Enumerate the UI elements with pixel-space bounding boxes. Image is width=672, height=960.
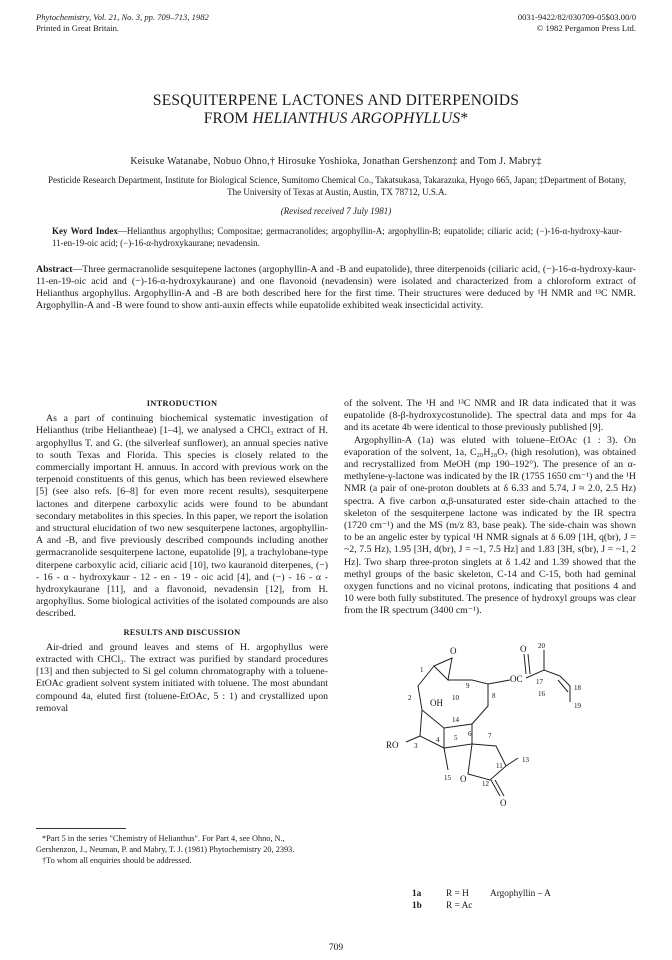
title-footnote-mark: *	[460, 110, 469, 127]
atom-label: 6	[468, 730, 472, 738]
intro-paragraph: As a part of continuing biochemical systematic investigation of Helianthus (tribe Heliantheae) [1–4], we analysed a CHCl₃ extract of H. argophyllus T. and G. (the silverleaf sunflower), an annual species native to south Texas and Florida. This species is closely related to the commercially important H. annuus. In accord with previous work on the terpenoid constituents of this genus, which has been reviewed elsewhere [5] (see also refs. [6–8] for even more recent results), sesquiterpene lactones and diterpene carboxylic acids were found to be abundant secondary metabolites in this species. In this paper, we report the isolation and structural elucidation of two new sesquiterpene lactones, argophyllin-A and -B, and five previously described compounds including another germacranolide sesquiterpene lactone, eupatolide [9], a trachylobane-type diterpene carboxylic acid, ciliaric acid [10], two kauranoid diterpenes, (−) - 16 - α - hydroxykaur - 12 - en - 19 - oic acid [4], and (−) - 16 - α - hydroxykaurane [11], and a flavonoid, nevadensin [12], from H. argophyllus. Some biological activities of the isolated compounds are also described.	[36, 413, 328, 620]
atom-label: O	[460, 774, 467, 784]
atom-label: O	[450, 646, 457, 656]
atom-label: 12	[482, 780, 489, 788]
structure-drawing	[348, 640, 638, 876]
atom-label: 16	[538, 690, 545, 698]
atom-label: 4	[436, 736, 440, 744]
article-code: 0031-9422/82/030709-05$03.00/0	[517, 12, 636, 22]
atom-label: OH	[430, 698, 443, 708]
affiliation: Pesticide Research Department, Institute for Biological Science, Sumitomo Chemical Co., Takatsukasa, Takarazuka, Hyogo 665, Japan; ‡Department of Botany, The University of Texas at Austin, Austin, TX 78712, U.S.A.	[48, 175, 626, 197]
revised-date: (Revised received 7 July 1981)	[280, 206, 392, 216]
footnote-star: *Part 5 in the series "Chemistry of Helianthus". For Part 4, see Ohno, N., Gershenzon, J., Neuman, P. and Mabry, T. J. (1981) Phytochemistry 20, 2393.	[36, 834, 295, 854]
atom-label: O	[520, 644, 527, 654]
copyright: © 1982 Pergamon Press Ltd.	[536, 23, 636, 33]
compound-name: Argophyllin – A	[490, 889, 551, 899]
results-paragraph-2: Argophyllin-A (1a) was eluted with toluene–EtOAc (1 : 3). On evaporation of the solvent, 1a, C₂₀H₂₈O₇ (high resolution), was obtained and recrystallized from MeOH (mp 190–192°). The presence of an α-methylene-γ-lactone was indicated by the IR (1755 1650 cm⁻¹) and the ¹H NMR (a pair of one-proton doublets at δ 6.33 and 5.74, J ≈ 2.0, 2.5 Hz) spectra. A five carbon α,β-unsaturated ester side-chain attached to the skeleton of the sesquiterpene lactone was indicated by the IR spectra (1720 cm⁻¹) and the MS (m/z 83, base peak). The side-chain was shown to be an angelic ester by typical ¹H NMR signals at δ 6.09 [1H, q(br), J = ~2, 7.5 Hz), 1.95 [3H, d(br), J = ~1, 7.5 Hz] and 1.83 [3H, s(br), J = ~1, 2 Hz]. Two sharp three-proton singlets at δ 1.42 and 1.39 showed that the methyl groups of the basic skeleton, C-14 and C-15, both had geminal oxygen functions and no vicinal protons, indicating that positions 4 and 10 were both fully substituted. The presence of hydroxyl groups was clear from the IR spectrum (3400 cm⁻¹).	[344, 434, 636, 617]
journal-citation: Phytochemistry, Vol. 21, No. 3, pp. 709–713, 1982	[36, 12, 209, 22]
title-line-1: SESQUITERPENE LACTONES AND DITERPENOIDS	[152, 92, 520, 109]
journal-header	[36, 12, 209, 34]
results-heading: RESULTS AND DISCUSSION	[123, 627, 241, 637]
compound-1a	[412, 888, 551, 900]
printed-in: Printed in Great Britain.	[36, 23, 120, 33]
key-word-index	[52, 225, 622, 249]
compound-r: R = H	[446, 889, 469, 899]
key-word-text: —Helianthus argophyllus; Compositae; germacranolides; argophyllin-A; argophyllin-B; eupatolide; ciliaric acid; (−)-16-α-hydroxy-kaur-11-en-19-oic acid; (−)-16-α-hydroxykaurane; nevadensin.	[52, 226, 622, 248]
atom-label: 1	[420, 666, 424, 674]
compound-legend	[412, 888, 551, 912]
footnote-divider	[36, 828, 126, 829]
atom-label: 7	[488, 732, 492, 740]
left-column	[36, 398, 328, 715]
atom-label: OC	[510, 674, 523, 684]
atom-label: 3	[414, 742, 418, 750]
abstract	[36, 264, 636, 312]
atom-label: RO	[386, 740, 399, 750]
atom-label: 17	[536, 678, 543, 686]
key-word-label: Key Word Index	[52, 226, 118, 236]
atom-label: 10	[452, 694, 459, 702]
results-paragraph-1-cont: of the solvent. The ¹H and ¹³C NMR and IR data indicated that it was eupatolide (8-β-hydroxycostunolide). The spectral data and mps for 4a and its acetate 4b were identical to those previously published [9].	[344, 398, 636, 434]
title-line-2-prefix: FROM	[203, 110, 253, 127]
compound-id: 1b	[412, 901, 422, 911]
page-number: 709	[328, 943, 344, 953]
title-line-2	[36, 110, 636, 128]
copyright-header	[518, 12, 636, 34]
paper-title	[36, 92, 636, 128]
atom-label: 9	[466, 682, 470, 690]
abstract-label: Abstract	[36, 264, 73, 275]
results-paragraph-1: Air-dried and ground leaves and stems of H. argophyllus were extracted with CHCl₃. The extract was purified by standard procedures [13] and then subjected to Si gel column chromatography with a toluene-EtOAc gradient solvent system initiated with toluene. The most abundant compound 4a, eluted first (toluene-EtOAc, 5 : 1) and crystallized upon removal	[36, 641, 328, 714]
author-list: Keisuke Watanabe, Nobuo Ohno,† Hirosuke Yoshioka, Jonathan Gershenzon‡ and Tom J. Mabry‡	[130, 156, 542, 167]
atom-label: 18	[574, 684, 581, 692]
atom-label: 11	[496, 762, 503, 770]
atom-label: 20	[538, 642, 545, 650]
footnote-dagger: †To whom all enquiries should be addressed.	[42, 856, 192, 865]
intro-heading: INTRODUCTION	[146, 399, 218, 408]
atom-label: 5	[454, 734, 458, 742]
atom-label: 14	[452, 716, 459, 724]
compound-r: R = Ac	[446, 901, 473, 911]
title-species: HELIANTHUS ARGOPHYLLUS	[252, 110, 461, 127]
atom-label: 8	[492, 692, 496, 700]
atom-label: 15	[444, 774, 451, 782]
right-column	[344, 398, 636, 618]
atom-label: 2	[408, 694, 412, 702]
atom-label: O	[500, 798, 507, 808]
atom-label: 19	[574, 702, 581, 710]
footnotes	[36, 834, 328, 868]
compound-id: 1a	[412, 889, 422, 899]
compound-1b	[412, 900, 551, 912]
chemical-structure	[348, 640, 638, 876]
atom-label: 13	[522, 756, 529, 764]
abstract-text: —Three germacranolide sesquitepene lactones (argophyllin-A and -B and eupatolide), three diterpenoids (ciliaric acid, (−)-16-α-hydroxy-kaur-11-en-19-oic acid and (−)-16-α-hydroxykaurane) and one flavonoid (nevadensin) were isolated and characterized from a chloroform extract of Helianthus argophyllus. Argophyllin-A and -B are both described here for the first time. Their structures were deduced by ¹H NMR and ¹³C NMR. Argophyllin-A and -B were found to show anti-auxin effects while eupatolide exhibited weak insecticidal activity.	[36, 264, 636, 311]
